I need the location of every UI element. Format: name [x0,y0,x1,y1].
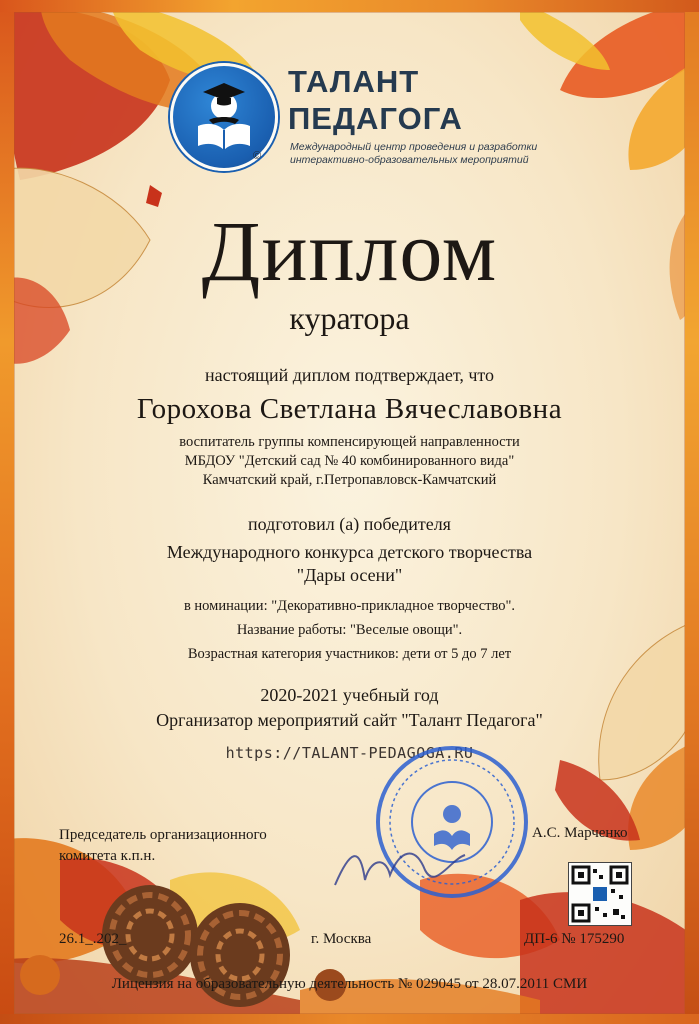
nomination-text: в номинации: "Декоративно-прикладное творчество". [183,598,516,614]
contest-line1: Международного конкурса детского творчества [166,542,533,562]
logo-name-line1: ТАЛАНТ [288,64,420,99]
diploma-title: Диплом [201,203,498,299]
logo-tagline-line2: интерактивно-образовательных мероприятий [290,154,529,166]
chair-line2: комитета к.п.н. [59,848,156,864]
signature-scribble [330,840,470,900]
logo-name-line2: ПЕДАГОГА [288,101,463,136]
chair-title [59,825,267,867]
document-number: ДП-6 № 175290 [524,931,625,947]
qr-code-icon[interactable] [568,862,632,926]
recipient-location: Камчатский край, г.Петропавловск-Камчатский [202,472,497,488]
organizer-text: Организатор мероприятий сайт "Талант Педагога" [156,710,543,730]
recipient-name: Горохова Светлана Вячеславовна [136,393,563,425]
frame-bottom [0,1014,699,1024]
logo-tagline-line1: Международный центр проведения и разработки [290,141,538,153]
recipient-position: воспитатель группы компенсирующей направленности [179,434,520,450]
frame-right [685,0,699,1024]
work-title-text: Название работы: "Веселые овощи". [236,622,463,638]
recipient-institution: МБДОУ "Детский сад № 40 комбинированного вида" [184,453,515,469]
signer-name: А.С. Марченко [532,825,628,841]
prepared-text: подготовил (а) победителя [248,514,451,534]
academic-year: 2020-2021 учебный год [260,685,439,705]
age-category-text: Возрастная категория участников: дети от 5 до 7 лет [187,646,512,662]
graduate-cap-book-icon [170,63,278,171]
frame-left [0,0,14,1024]
website-link[interactable]: https://TALANT-PEDAGOGA.RU [225,744,474,762]
frame-top [0,0,699,12]
issue-date: 26.1_.202_ [59,931,127,947]
copyright-mark: © [253,150,262,162]
confirmation-text: настоящий диплом подтверждает, что [204,365,495,385]
diploma-subtitle: куратора [289,300,410,336]
issue-city: г. Москва [311,931,372,947]
contest-line2: "Дары осени" [296,565,403,585]
chair-line1: Председатель организационного [59,827,267,843]
license-text: Лицензия на образовательную деятельность № 029045 от 28.07.2011 СМИ [111,976,588,992]
